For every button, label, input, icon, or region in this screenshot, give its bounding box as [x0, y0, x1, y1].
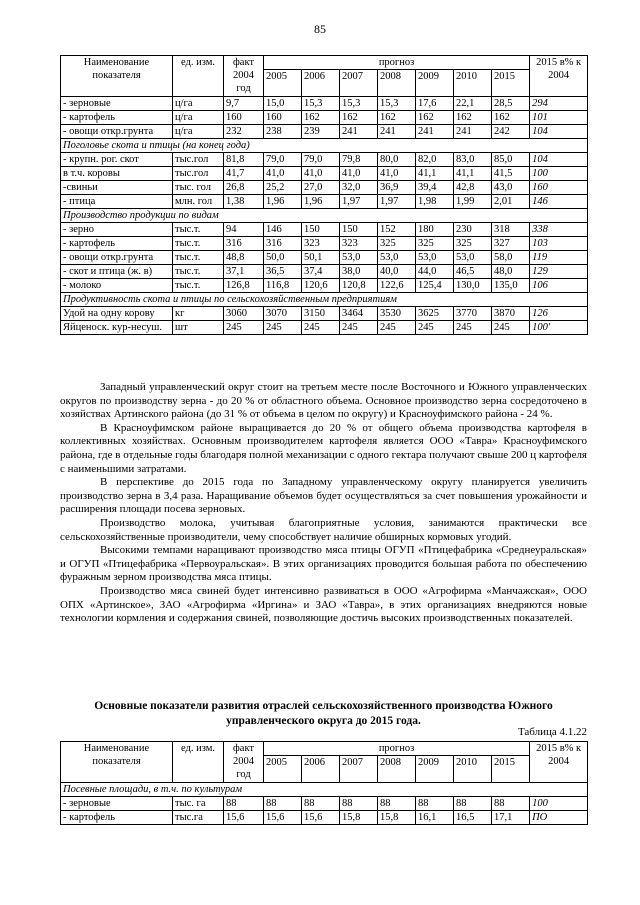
row-value: 245 [492, 321, 530, 335]
row-percent: 126 [530, 307, 588, 321]
table-south-district [60, 741, 588, 825]
row-value: 130,0 [454, 279, 492, 293]
row-value: 3530 [378, 307, 416, 321]
row-value: 17,6 [416, 97, 454, 111]
row-value: 116,8 [264, 279, 302, 293]
header-name: Наименование показателя [61, 56, 173, 97]
row-value: 3870 [492, 307, 530, 321]
row-value: 41,1 [416, 167, 454, 181]
row-value: 41,1 [454, 167, 492, 181]
header-row [61, 56, 588, 70]
row-value: 122,6 [378, 279, 416, 293]
row-fact: 94 [224, 223, 264, 237]
row-value: 43,0 [492, 181, 530, 195]
row-value: 120,6 [302, 279, 340, 293]
row-percent: 146 [530, 195, 588, 209]
row-value: 318 [492, 223, 530, 237]
table-row [61, 307, 588, 321]
row-value: 1,96 [264, 195, 302, 209]
row-name: - скот и птица (ж. в) [61, 265, 173, 279]
row-value: 152 [378, 223, 416, 237]
row-fact: 41,7 [224, 167, 264, 181]
row-name: Яйценоск. кур-несуш. [61, 321, 173, 335]
header-year: 2015 [492, 756, 530, 783]
row-unit: млн. гол [173, 195, 224, 209]
row-value: 245 [416, 321, 454, 335]
row-fact: 88 [224, 797, 264, 811]
row-value: 82,0 [416, 153, 454, 167]
table-row [61, 167, 588, 181]
header-year: 2008 [378, 756, 416, 783]
table-row [61, 111, 588, 125]
paragraph: В перспективе до 2015 года по Западному управленческому округу планируется увеличить производство зерна в 3,4 раза. Наращивание объемов будет осуществляться за счет повышения урожайности и расширения площади посева зерновых. [60, 476, 587, 516]
section-row [61, 783, 588, 797]
row-value: 15,6 [302, 811, 340, 825]
row-name: - зерновые [61, 97, 173, 111]
row-percent: 104 [530, 153, 588, 167]
row-value: 25,2 [264, 181, 302, 195]
row-value: 327 [492, 237, 530, 251]
row-value: 32,0 [340, 181, 378, 195]
row-value: 16,5 [454, 811, 492, 825]
row-value: 135,0 [492, 279, 530, 293]
row-value: 245 [302, 321, 340, 335]
header-year: 2006 [302, 756, 340, 783]
row-unit: тыс.т. [173, 251, 224, 265]
table-row [61, 153, 588, 167]
paragraph: Западный управленческий округ стоит на третьем месте после Восточного и Южного управленческих округов по производству зерна - до 20 % от областного объема. Основное производство зерна сосредоточено в хозяйствах Артинского района (до 31 % от объема в целом по округу) и Красноуфимского района - 24 %. [60, 381, 587, 421]
row-value: 150 [340, 223, 378, 237]
row-fact: 245 [224, 321, 264, 335]
table-row [61, 181, 588, 195]
row-fact: 81,8 [224, 153, 264, 167]
row-value: 50,1 [302, 251, 340, 265]
header-year: 2007 [340, 756, 378, 783]
row-name: - крупн. рог. скот [61, 153, 173, 167]
header-year: 2015 [492, 70, 530, 97]
row-fact: 1,38 [224, 195, 264, 209]
row-value: 241 [340, 125, 378, 139]
row-value: 15,3 [302, 97, 340, 111]
row-value: 53,0 [416, 251, 454, 265]
paragraph: Производство мяса свиней будет интенсивно развиваться в ООО «Агрофирма «Манчажская», ООО ОПХ «Артинское», ЗАО «Агрофирма «Иргина» и ЗАО «Тавра», в этих организациях внедряются новые технологии кормления и содержания свиней, позволяющие достичь высоких производственных показателей. [60, 584, 587, 625]
row-name: в т.ч. коровы [61, 167, 173, 181]
row-value: 323 [340, 237, 378, 251]
row-value: 41,0 [302, 167, 340, 181]
row-percent: 103 [530, 237, 588, 251]
table-number: Таблица 4.1.22 [517, 726, 587, 738]
row-value: 3625 [416, 307, 454, 321]
row-value: 316 [264, 237, 302, 251]
row-value: 325 [454, 237, 492, 251]
header-percent: 2015 в% к 2004 [530, 742, 588, 783]
row-name: - картофель [61, 811, 173, 825]
row-value: 50,0 [264, 251, 302, 265]
header-year: 2005 [264, 756, 302, 783]
header-year: 2010 [454, 756, 492, 783]
row-name: Удой на одну корову [61, 307, 173, 321]
row-percent: 100 [530, 797, 588, 811]
row-unit: тыс.гол [173, 153, 224, 167]
table-row [61, 223, 588, 237]
row-value: 44,0 [416, 265, 454, 279]
row-value: 53,0 [378, 251, 416, 265]
row-value: 1,99 [454, 195, 492, 209]
section-row [61, 293, 588, 307]
row-value: 85,0 [492, 153, 530, 167]
row-unit: кг [173, 307, 224, 321]
row-unit: ц/га [173, 125, 224, 139]
row-value: 120,8 [340, 279, 378, 293]
row-name: - овощи откр.грунта [61, 125, 173, 139]
header-percent: 2015 в% к 2004 [530, 56, 588, 97]
table-row [61, 195, 588, 209]
section-row [61, 139, 588, 153]
row-name: -свиньи [61, 181, 173, 195]
row-value: 180 [416, 223, 454, 237]
row-value: 241 [454, 125, 492, 139]
row-fact: 9,7 [224, 97, 264, 111]
row-value: 245 [340, 321, 378, 335]
row-value: 88 [302, 797, 340, 811]
row-value: 325 [416, 237, 454, 251]
row-value: 239 [302, 125, 340, 139]
row-percent: 338 [530, 223, 588, 237]
row-value: 162 [340, 111, 378, 125]
row-value: 2,01 [492, 195, 530, 209]
row-value: 79,8 [340, 153, 378, 167]
row-value: 17,1 [492, 811, 530, 825]
header-year: 2005 [264, 70, 302, 97]
row-percent: 294 [530, 97, 588, 111]
row-name: - зерновые [61, 797, 173, 811]
row-value: 53,0 [340, 251, 378, 265]
row-value: 36,5 [264, 265, 302, 279]
row-value: 15,0 [264, 97, 302, 111]
page-number: 85 [314, 22, 326, 36]
row-value: 88 [378, 797, 416, 811]
row-percent: ПО [530, 811, 588, 825]
table-row [61, 811, 588, 825]
row-value: 58,0 [492, 251, 530, 265]
table-west-district [60, 55, 588, 335]
row-unit: ц/га [173, 97, 224, 111]
table-row [61, 237, 588, 251]
row-value: 79,0 [264, 153, 302, 167]
table-row [61, 265, 588, 279]
row-value: 88 [340, 797, 378, 811]
header-fact: факт 2004 год [224, 742, 264, 783]
row-value: 28,5 [492, 97, 530, 111]
row-value: 245 [454, 321, 492, 335]
row-value: 15,6 [264, 811, 302, 825]
row-value: 88 [264, 797, 302, 811]
row-unit: ц/га [173, 111, 224, 125]
row-value: 15,3 [378, 97, 416, 111]
table-row [61, 97, 588, 111]
table-row [61, 797, 588, 811]
row-percent: 129 [530, 265, 588, 279]
table-row [61, 279, 588, 293]
row-name: - овощи откр.грунта [61, 251, 173, 265]
row-unit: тыс. гол [173, 181, 224, 195]
row-value: 3070 [264, 307, 302, 321]
row-value: 245 [378, 321, 416, 335]
row-fact: 126,8 [224, 279, 264, 293]
row-name: - птица [61, 195, 173, 209]
row-value: 83,0 [454, 153, 492, 167]
row-value: 146 [264, 223, 302, 237]
row-value: 15,8 [378, 811, 416, 825]
table-row [61, 125, 588, 139]
row-unit: тыс.т. [173, 223, 224, 237]
row-value: 42,8 [454, 181, 492, 195]
header-unit: ед. изм. [173, 56, 224, 97]
table-header [61, 742, 588, 783]
row-value: 162 [492, 111, 530, 125]
row-value: 3150 [302, 307, 340, 321]
row-value: 88 [492, 797, 530, 811]
header-year: 2009 [416, 70, 454, 97]
header-name: Наименование показателя [61, 742, 173, 783]
row-value: 162 [454, 111, 492, 125]
row-unit: тыс.га [173, 811, 224, 825]
table-body [61, 97, 588, 335]
row-value: 160 [264, 111, 302, 125]
row-value: 41,0 [264, 167, 302, 181]
table-header [61, 56, 588, 97]
paragraph: В Красноуфимском районе выращивается до 20 % от общего объема производства картофеля в коллективных хозяйствах. Основным производителем картофеля является ООО «Тавра» Красноуфимского района, где в отдельные годы благодаря полной механизации с одного гектара получают свыше 200 ц картофеля с наименьшими затратами. [60, 421, 587, 475]
row-value: 22,1 [454, 97, 492, 111]
header-year: 2010 [454, 70, 492, 97]
row-percent: 100 [530, 167, 588, 181]
row-percent: 160 [530, 181, 588, 195]
row-value: 46,5 [454, 265, 492, 279]
row-value: 1,98 [416, 195, 454, 209]
row-value: 15,8 [340, 811, 378, 825]
row-value: 40,0 [378, 265, 416, 279]
row-value: 36,9 [378, 181, 416, 195]
header-year: 2007 [340, 70, 378, 97]
section-row [61, 209, 588, 223]
row-value: 88 [416, 797, 454, 811]
row-value: 15,3 [340, 97, 378, 111]
row-value: 230 [454, 223, 492, 237]
header-fact: факт 2004 год [224, 56, 264, 97]
row-value: 162 [302, 111, 340, 125]
header-row [61, 742, 588, 756]
header-forecast: прогноз [264, 56, 530, 70]
row-value: 39,4 [416, 181, 454, 195]
row-value: 241 [378, 125, 416, 139]
row-value: 325 [378, 237, 416, 251]
row-value: 41,0 [340, 167, 378, 181]
header-unit: ед. изм. [173, 742, 224, 783]
row-name: - картофель [61, 237, 173, 251]
row-value: 48,0 [492, 265, 530, 279]
row-percent: 104 [530, 125, 588, 139]
row-value: 3770 [454, 307, 492, 321]
row-name: - картофель [61, 111, 173, 125]
row-value: 3464 [340, 307, 378, 321]
row-value: 1,96 [302, 195, 340, 209]
table-body [61, 783, 588, 825]
row-value: 150 [302, 223, 340, 237]
section-label: Производство продукции по видам [61, 209, 588, 223]
row-value: 1,97 [340, 195, 378, 209]
row-fact: 3060 [224, 307, 264, 321]
header-year: 2006 [302, 70, 340, 97]
row-percent: 100' [530, 321, 588, 335]
row-value: 41,5 [492, 167, 530, 181]
row-value: 37,4 [302, 265, 340, 279]
header-year: 2008 [378, 70, 416, 97]
row-fact: 316 [224, 237, 264, 251]
row-fact: 15,6 [224, 811, 264, 825]
row-value: 245 [264, 321, 302, 335]
row-value: 41,0 [378, 167, 416, 181]
row-percent: 101 [530, 111, 588, 125]
section-label: Продуктивность скота и птицы по сельскохозяйственным предприятиям [61, 293, 588, 307]
row-value: 16,1 [416, 811, 454, 825]
row-value: 88 [454, 797, 492, 811]
row-value: 162 [416, 111, 454, 125]
row-value: 79,0 [302, 153, 340, 167]
row-value: 125,4 [416, 279, 454, 293]
row-fact: 26,8 [224, 181, 264, 195]
section-label: Поголовье скота и птицы (на конец года) [61, 139, 588, 153]
row-percent: 119 [530, 251, 588, 265]
header-forecast: прогноз [264, 742, 530, 756]
row-fact: 232 [224, 125, 264, 139]
row-unit: тыс.т. [173, 237, 224, 251]
row-value: 80,0 [378, 153, 416, 167]
row-value: 238 [264, 125, 302, 139]
row-value: 1,97 [378, 195, 416, 209]
row-value: 53,0 [454, 251, 492, 265]
table-row [61, 251, 588, 265]
table-title: Основные показатели развития отраслей сельскохозяйственного производства Южного управленческого округа до 2015 года. [94, 700, 553, 727]
header-year: 2009 [416, 756, 454, 783]
body-text [60, 381, 587, 626]
row-value: 323 [302, 237, 340, 251]
row-unit: тыс.т. [173, 265, 224, 279]
row-value: 38,0 [340, 265, 378, 279]
row-value: 162 [378, 111, 416, 125]
row-name: - зерно [61, 223, 173, 237]
row-unit: тыс. га [173, 797, 224, 811]
row-value: 241 [416, 125, 454, 139]
paragraph: Производство молока, учитывая благоприятные условия, занимаются практически все сельскохозяйственные производители, чему способствует наличие обширных кормовых угодий. [60, 516, 587, 543]
row-unit: тыс.т. [173, 279, 224, 293]
row-unit: тыс.гол [173, 167, 224, 181]
paragraph: Высокими темпами наращивают производство мяса птицы ОГУП «Птицефабрика «Среднеуральская» и ОГУП «Птицефабрика «Первоуральская». В этих организациях проводится большая работа по обеспечению фуражным зерном производства мяса птицы. [60, 544, 587, 584]
table-row [61, 321, 588, 335]
section-label: Посевные площади, в т.ч. по культурам [61, 783, 588, 797]
row-value: 242 [492, 125, 530, 139]
row-fact: 48,8 [224, 251, 264, 265]
row-value: 27,0 [302, 181, 340, 195]
row-unit: шт [173, 321, 224, 335]
row-percent: 106 [530, 279, 588, 293]
row-name: - молоко [61, 279, 173, 293]
row-fact: 37,1 [224, 265, 264, 279]
row-fact: 160 [224, 111, 264, 125]
